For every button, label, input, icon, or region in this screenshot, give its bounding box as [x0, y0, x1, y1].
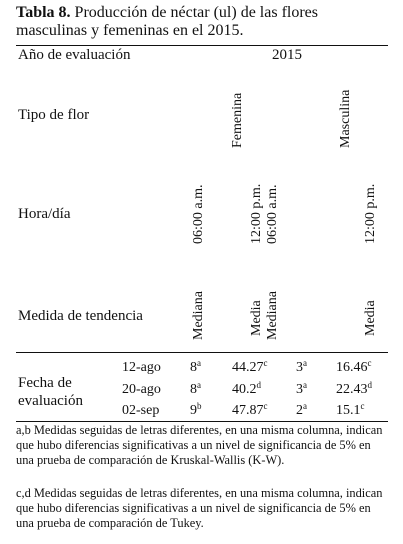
hour-col-1: 06:00 a.m.	[191, 184, 206, 244]
date-cell: 20-ago	[122, 382, 161, 397]
hour-col-4: 12:00 p.m.	[363, 183, 378, 244]
date-cell: 12-ago	[122, 360, 161, 375]
data-cell: 44.27$^c$	[232, 358, 268, 375]
measure-col-4: Media	[363, 300, 378, 336]
data-cell: 22.43$^d$	[336, 380, 372, 397]
row-label-hour: Hora/día	[18, 206, 71, 222]
date-cell: 02-sep	[122, 403, 160, 418]
table-caption-text: Producción de néctar (ul) de las flores masculinas y femeninas en el 2015.	[16, 4, 319, 39]
table-caption-label: Tabla 8.	[16, 4, 71, 21]
data-cell: 47.87$^c$	[232, 401, 268, 418]
data-cell: 9$^b$	[190, 401, 202, 418]
bottom-rule	[16, 421, 388, 422]
hour-col-2: 12:00 p.m.	[249, 183, 264, 244]
data-cell: 8$^a$	[190, 358, 201, 375]
row-label-date-2: evaluación	[18, 393, 83, 409]
table-caption	[16, 4, 388, 40]
row-label-flower-type: Tipo de flor	[18, 107, 90, 123]
data-cell: 40.2$^d$	[232, 380, 261, 397]
row-label-date-1: Fecha de	[18, 375, 72, 391]
top-rule	[16, 45, 388, 46]
data-cell: 15.1$^c$	[336, 401, 365, 418]
row-label-year: Año de evaluación	[18, 47, 131, 63]
data-cell: 2$^a$	[296, 401, 307, 418]
footnote-tukey: c,d Medidas seguidas de letras diferentes, en una misma columna, indican que hubo diferencias significativas a un nivel de significancia de 5% en una prueba de comparación de Tukey.	[16, 486, 383, 530]
flower-type-femenina: Femenina	[230, 92, 245, 148]
data-cell: 16.46$^c$	[336, 358, 372, 375]
row-label-measure: Medida de tendencia	[18, 308, 143, 324]
flower-type-masculina: Masculina	[338, 89, 353, 148]
year-value: 2015	[272, 47, 302, 63]
footnote-kruskal-wallis: a,b Medidas seguidas de letras diferentes, en una misma columna, indican que hubo diferencias significativas a un nivel de significancia de 5% en una prueba de comparación de Kruskal-Wallis (K-W).	[16, 423, 383, 467]
hour-col-3: 06:00 a.m.	[265, 184, 280, 244]
measure-col-1: Mediana	[191, 291, 206, 340]
measure-col-3: Mediana	[265, 291, 280, 340]
measure-col-2: Media	[249, 300, 264, 336]
data-cell: 3$^a$	[296, 380, 307, 397]
data-cell: 8$^a$	[190, 380, 201, 397]
mid-rule	[16, 352, 388, 353]
data-cell: 3$^a$	[296, 358, 307, 375]
